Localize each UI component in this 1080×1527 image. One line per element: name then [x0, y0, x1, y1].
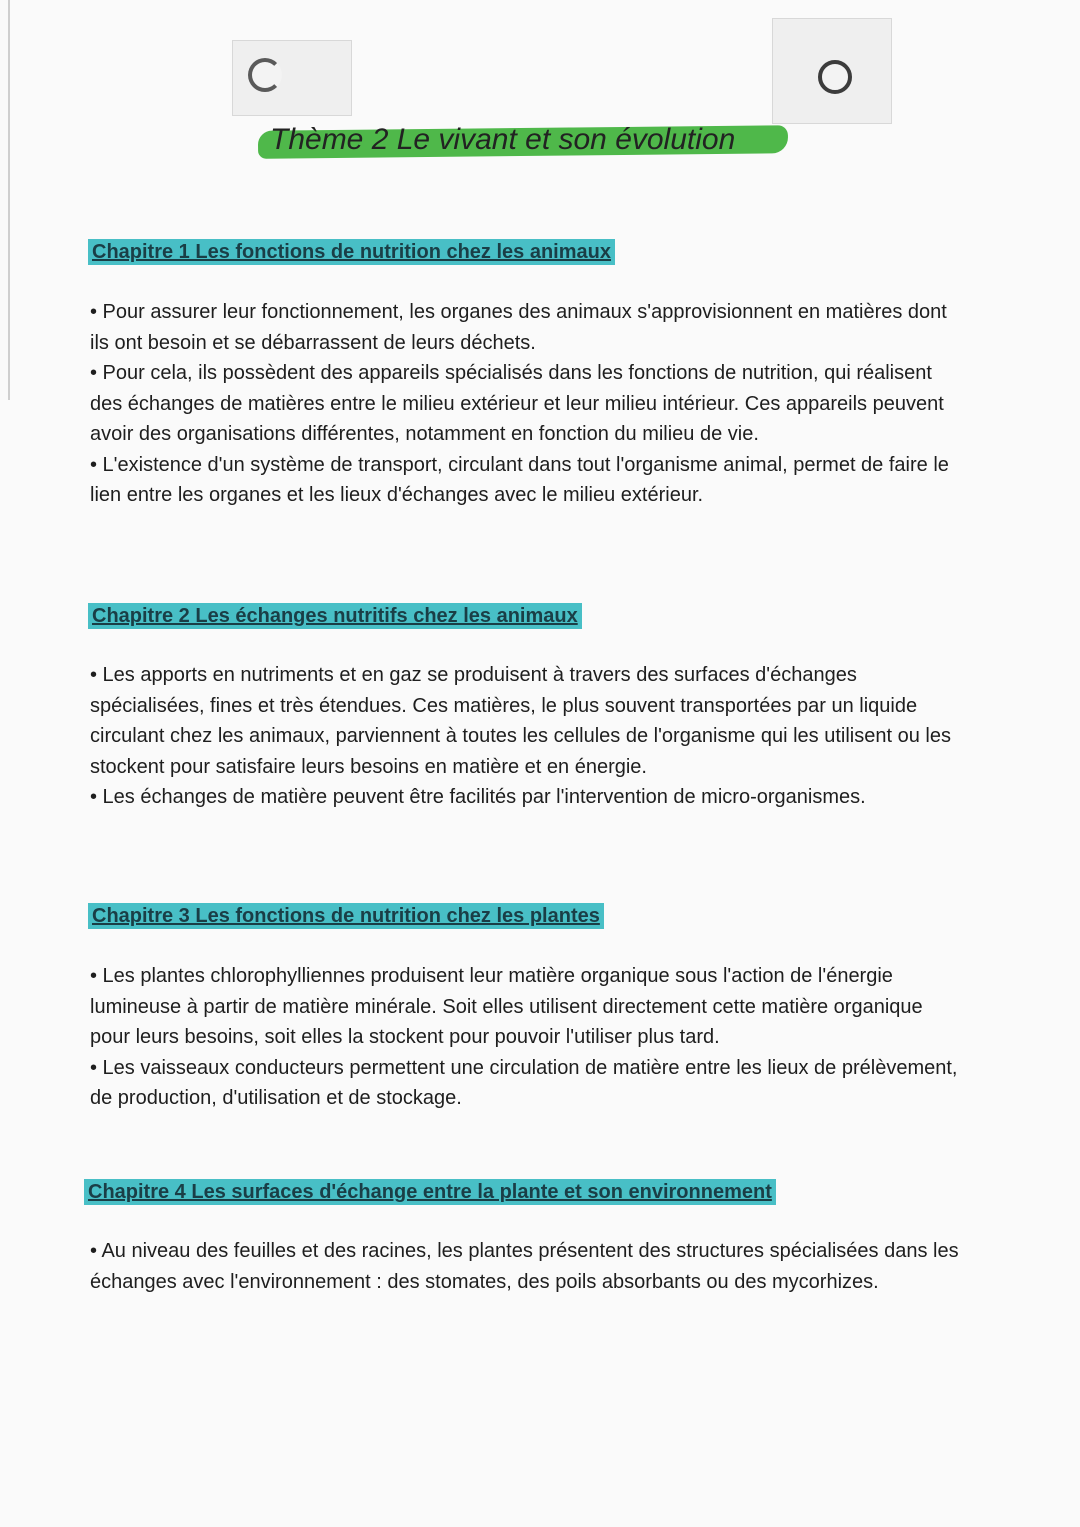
punch-hole-right-icon — [818, 60, 852, 94]
chapter-1-body — [90, 297, 960, 511]
chapter-2-paragraph-1: • Les apports en nutriments et en gaz se produisent à travers des surfaces d'échanges spécialisées, fines et très étendues. Ces matières, le plus souvent transportées par un liquide circulant chez les animaux, parviennent à toutes les cellules de l'organisme qui les utilisent ou les stockent pour satisfaire leurs besoins en matière et en énergie. — [90, 664, 951, 778]
binder-edge — [8, 0, 10, 400]
chapter-2-body — [90, 660, 960, 813]
chapter-3-paragraph-1: • Les plantes chlorophylliennes produisent leur matière organique sous l'action de l'énergie lumineuse à partir de matière minérale. Soit elles utilisent directement cette matière organique pour leurs besoins, soit elles la stockent pour pouvoir l'utiliser plus tard. — [90, 965, 923, 1048]
chapter-1-title: Chapitre 1 Les fonctions de nutrition chez les animaux — [88, 239, 615, 265]
chapter-3-title: Chapitre 3 Les fonctions de nutrition chez les plantes — [88, 903, 604, 929]
chapter-1-paragraph-3: • L'existence d'un système de transport, circulant dans tout l'organisme animal, permet de faire le lien entre les organes et les lieux d'échanges avec le milieu extérieur. — [90, 453, 949, 506]
chapter-1-paragraph-2: • Pour cela, ils possèdent des appareils spécialisés dans les fonctions de nutrition, qui réalisent des échanges de matières entre le milieu extérieur et leur milieu intérieur. Ces appareils peuvent avoir des organisations différentes, notamment en fonction du milieu de vie. — [90, 362, 944, 445]
chapter-4-body — [90, 1236, 960, 1297]
chapter-4-paragraph-1: • Au niveau des feuilles et des racines, les plantes présentent des structures spécialisées dans les échanges avec l'environnement : des stomates, des poils absorbants ou des mycorhizes. — [90, 1240, 959, 1293]
chapter-3-paragraph-2: • Les vaisseaux conducteurs permettent une circulation de matière entre les lieux de prélèvement, de production, d'utilisation et de stockage. — [90, 1056, 958, 1109]
chapter-2-paragraph-2: • Les échanges de matière peuvent être facilités par l'intervention de micro-organismes. — [90, 786, 866, 808]
chapter-2-title: Chapitre 2 Les échanges nutritifs chez les animaux — [88, 603, 582, 629]
chapter-1-paragraph-1: • Pour assurer leur fonctionnement, les organes des animaux s'approvisionnent en matières dont ils ont besoin et se débarrassent de leurs déchets. — [90, 301, 947, 354]
punch-hole-left-icon — [248, 58, 282, 92]
chapter-4-title: Chapitre 4 Les surfaces d'échange entre la plante et son environnement — [84, 1179, 776, 1205]
theme-title: Thème 2 Le vivant et son évolution — [258, 112, 810, 168]
chapter-3-body — [90, 961, 960, 1114]
